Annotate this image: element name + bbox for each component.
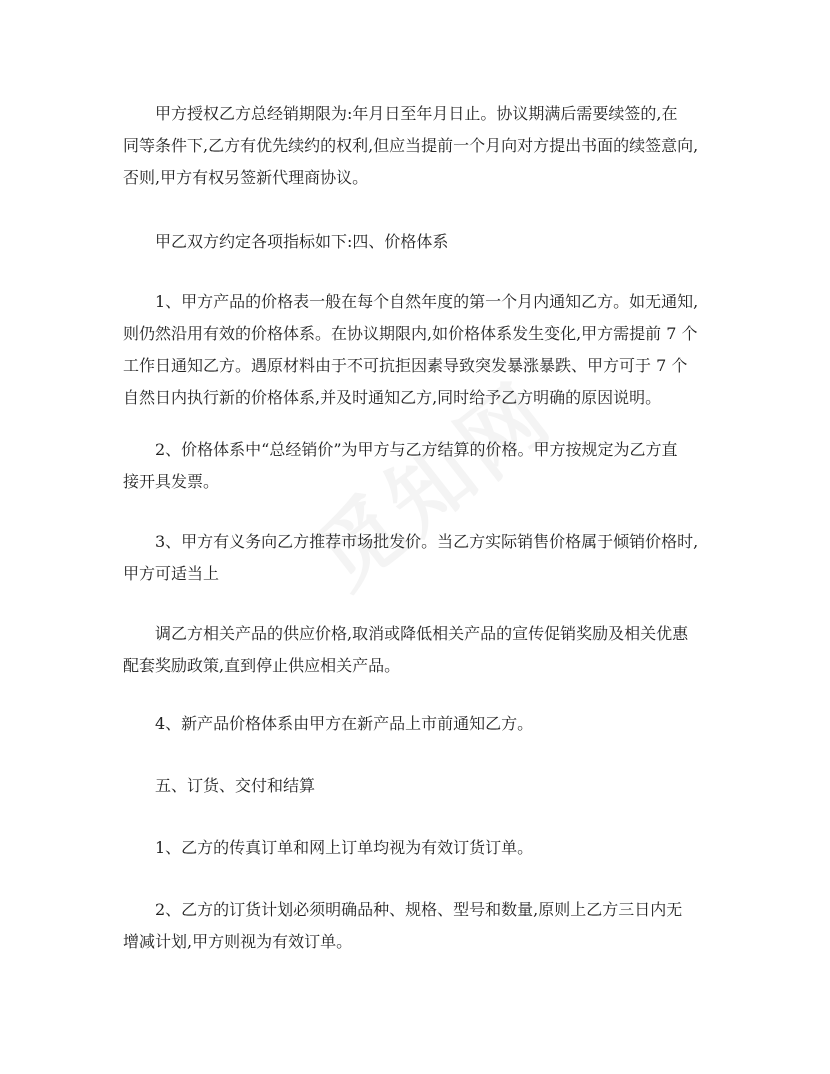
text-line: 3、甲方有义务向乙方推荐市场批发价。当乙方实际销售价格属于倾销价格时, [155,532,699,551]
text-line: 1、乙方的传真订单和网上订单均视为有效订货订单。 [155,838,534,857]
text-line: 工作日通知乙方。遇原材料由于不可抗拒因素导致突发暴涨暴跌、甲方可于 7 个 [123,356,688,375]
text-line: 4、新产品价格体系由甲方在新产品上市前通知乙方。 [155,714,534,733]
text-line: 甲乙双方约定各项指标如下:四、价格体系 [155,232,449,251]
text-line: 同等条件下,乙方有优先续约的权利,但应当提前一个月向对方提出书面的续签意向, [123,136,699,155]
text-line: 否则,甲方有权另签新代理商协议。 [123,168,369,187]
text-line: 接开具发票。 [123,472,220,491]
text-line: 自然日内执行新的价格体系,并及时通知乙方,同时给予乙方明确的原因说明。 [123,388,662,407]
paragraph-supply-price [123,618,723,682]
text-line: 甲方授权乙方总经销期限为:年月日至年月日止。协议期满后需要续签的,在 [155,104,678,123]
text-line: 增减计划,甲方则视为有效订单。 [123,932,353,951]
paragraph-price-list [123,286,723,414]
paragraph-term [123,98,723,194]
text-line: 则仍然沿用有效的价格体系。在协议期限内,如价格体系发生变化,甲方需提前 7 个 [123,324,698,343]
text-line: 2、乙方的订货计划必须明确品种、规格、型号和数量,原则上乙方三日内无 [155,900,683,919]
text-line: 配套奖励政策,直到停止供应相关产品。 [123,656,401,675]
text-line: 调乙方相关产品的供应价格,取消或降低相关产品的宣传促销奖励及相关优惠 [155,624,689,643]
paragraph-wholesale-price [123,526,723,590]
text-line: 五、订货、交付和结算 [155,776,316,795]
text-line: 2、价格体系中“总经销价”为甲方与乙方结算的价格。甲方按规定为乙方直 [155,440,678,459]
text-line: 1、甲方产品的价格表一般在每个自然年度的第一个月内通知乙方。如无通知, [155,292,699,311]
section-heading-ordering [123,770,723,802]
paragraph-settlement-price [123,434,723,498]
text-line: 甲方可适当上 [123,564,220,583]
paragraph-orders [123,832,723,864]
paragraph-indicators [123,226,723,258]
paragraph-new-product [123,708,723,740]
paragraph-order-plan [123,894,723,958]
